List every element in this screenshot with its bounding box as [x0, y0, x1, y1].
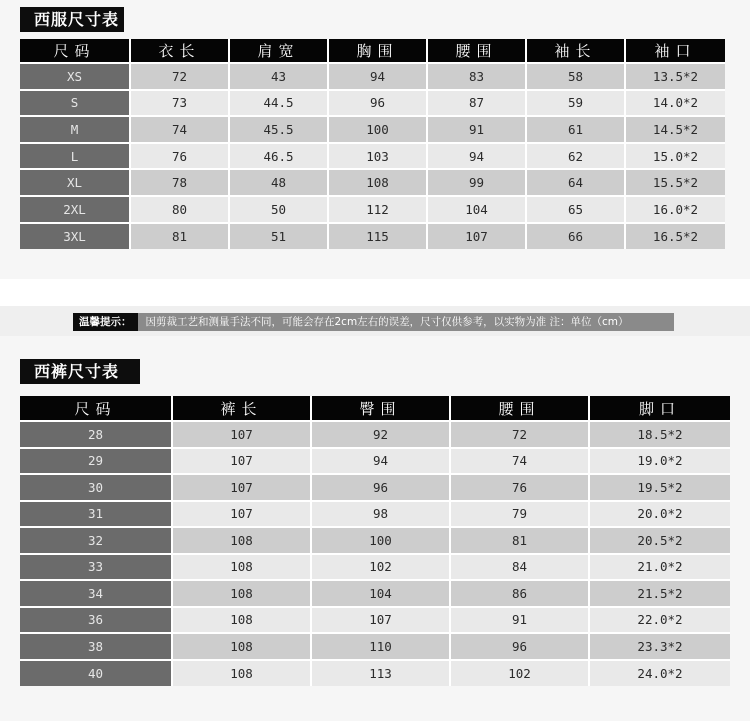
- measurement-cell: 65: [526, 196, 625, 223]
- column-header: 肩宽: [229, 39, 328, 63]
- measurement-cell: 19.5*2: [589, 474, 730, 501]
- measurement-cell: 83: [427, 63, 526, 90]
- suit-size-chart-title: 西服尺寸表: [20, 7, 124, 32]
- table-row: [20, 90, 725, 117]
- measurement-cell: 94: [427, 143, 526, 170]
- measurement-cell: 73: [130, 90, 229, 117]
- measurement-cell: 104: [311, 580, 450, 607]
- table-row: [20, 116, 725, 143]
- pants-size-chart-title: 西裤尺寸表: [20, 359, 140, 384]
- measurement-cell: 22.0*2: [589, 607, 730, 634]
- measurement-cell: 14.5*2: [625, 116, 725, 143]
- measurement-cell: 108: [172, 633, 311, 660]
- measurement-cell: 110: [311, 633, 450, 660]
- table-row: [20, 501, 730, 528]
- size-label-cell: 32: [20, 527, 172, 554]
- measurement-cell: 96: [450, 633, 589, 660]
- size-label-cell: 30: [20, 474, 172, 501]
- column-header: 袖口: [625, 39, 725, 63]
- measurement-cell: 91: [450, 607, 589, 634]
- table-row: [20, 63, 725, 90]
- size-label-cell: 38: [20, 633, 172, 660]
- measurement-cell: 100: [311, 527, 450, 554]
- measurement-cell: 20.5*2: [589, 527, 730, 554]
- column-header: 腰围: [450, 396, 589, 421]
- measurement-cell: 72: [450, 421, 589, 448]
- measurement-cell: 13.5*2: [625, 63, 725, 90]
- measurement-cell: 103: [328, 143, 427, 170]
- measurement-cell: 108: [172, 554, 311, 581]
- measurement-cell: 96: [328, 90, 427, 117]
- measurement-cell: 108: [172, 580, 311, 607]
- measurement-cell: 59: [526, 90, 625, 117]
- measurement-cell: 15.0*2: [625, 143, 725, 170]
- table-row: [20, 421, 730, 448]
- measurement-cell: 115: [328, 223, 427, 250]
- measurement-cell: 78: [130, 169, 229, 196]
- measurement-cell: 108: [328, 169, 427, 196]
- measurement-cell: 62: [526, 143, 625, 170]
- measurement-cell: 64: [526, 169, 625, 196]
- measurement-cell: 107: [311, 607, 450, 634]
- table-row: [20, 448, 730, 475]
- measurement-cell: 58: [526, 63, 625, 90]
- column-header: 尺码: [20, 396, 172, 421]
- measurement-cell: 15.5*2: [625, 169, 725, 196]
- notice-text: 因剪裁工艺和测量手法不同，可能会存在2cm左右的误差，尺寸仅供参考，以实物为准 注：单位（cm）: [138, 313, 674, 331]
- measurement-cell: 102: [450, 660, 589, 687]
- measurement-cell: 44.5: [229, 90, 328, 117]
- measurement-cell: 72: [130, 63, 229, 90]
- size-notice: [73, 313, 674, 331]
- measurement-cell: 81: [450, 527, 589, 554]
- table-row: [20, 196, 725, 223]
- measurement-cell: 61: [526, 116, 625, 143]
- column-header: 衣长: [130, 39, 229, 63]
- measurement-cell: 76: [450, 474, 589, 501]
- measurement-cell: 24.0*2: [589, 660, 730, 687]
- measurement-cell: 108: [172, 527, 311, 554]
- measurement-cell: 87: [427, 90, 526, 117]
- size-label-cell: 29: [20, 448, 172, 475]
- table-row: [20, 554, 730, 581]
- measurement-cell: 18.5*2: [589, 421, 730, 448]
- measurement-cell: 66: [526, 223, 625, 250]
- measurement-cell: 107: [172, 448, 311, 475]
- measurement-cell: 104: [427, 196, 526, 223]
- table-row: [20, 223, 725, 250]
- measurement-cell: 98: [311, 501, 450, 528]
- measurement-cell: 14.0*2: [625, 90, 725, 117]
- size-label-cell: XS: [20, 63, 130, 90]
- measurement-cell: 99: [427, 169, 526, 196]
- measurement-cell: 100: [328, 116, 427, 143]
- measurement-cell: 79: [450, 501, 589, 528]
- table-header-row: [20, 39, 725, 63]
- measurement-cell: 92: [311, 421, 450, 448]
- measurement-cell: 96: [311, 474, 450, 501]
- size-label-cell: 33: [20, 554, 172, 581]
- size-label-cell: 36: [20, 607, 172, 634]
- column-header: 臀围: [311, 396, 450, 421]
- measurement-cell: 107: [427, 223, 526, 250]
- measurement-cell: 102: [311, 554, 450, 581]
- size-label-cell: M: [20, 116, 130, 143]
- measurement-cell: 48: [229, 169, 328, 196]
- measurement-cell: 19.0*2: [589, 448, 730, 475]
- size-label-cell: 34: [20, 580, 172, 607]
- measurement-cell: 20.0*2: [589, 501, 730, 528]
- measurement-cell: 23.3*2: [589, 633, 730, 660]
- measurement-cell: 45.5: [229, 116, 328, 143]
- table-header-row: [20, 396, 730, 421]
- measurement-cell: 46.5: [229, 143, 328, 170]
- measurement-cell: 76: [130, 143, 229, 170]
- measurement-cell: 107: [172, 421, 311, 448]
- measurement-cell: 107: [172, 501, 311, 528]
- size-label-cell: 28: [20, 421, 172, 448]
- size-label-cell: L: [20, 143, 130, 170]
- measurement-cell: 108: [172, 660, 311, 687]
- table-row: [20, 633, 730, 660]
- measurement-cell: 43: [229, 63, 328, 90]
- column-header: 裤长: [172, 396, 311, 421]
- table-row: [20, 169, 725, 196]
- measurement-cell: 108: [172, 607, 311, 634]
- size-label-cell: 31: [20, 501, 172, 528]
- measurement-cell: 86: [450, 580, 589, 607]
- size-label-cell: XL: [20, 169, 130, 196]
- measurement-cell: 84: [450, 554, 589, 581]
- measurement-cell: 74: [130, 116, 229, 143]
- column-header: 尺码: [20, 39, 130, 63]
- table-row: [20, 143, 725, 170]
- table-row: [20, 580, 730, 607]
- column-header: 脚口: [589, 396, 730, 421]
- measurement-cell: 94: [311, 448, 450, 475]
- measurement-cell: 80: [130, 196, 229, 223]
- size-label-cell: 40: [20, 660, 172, 687]
- table-row: [20, 527, 730, 554]
- measurement-cell: 107: [172, 474, 311, 501]
- column-header: 胸围: [328, 39, 427, 63]
- measurement-cell: 16.5*2: [625, 223, 725, 250]
- measurement-cell: 51: [229, 223, 328, 250]
- measurement-cell: 112: [328, 196, 427, 223]
- size-label-cell: 3XL: [20, 223, 130, 250]
- table-row: [20, 660, 730, 687]
- column-header: 腰围: [427, 39, 526, 63]
- measurement-cell: 74: [450, 448, 589, 475]
- notice-label: 温馨提示：: [73, 313, 138, 331]
- measurement-cell: 50: [229, 196, 328, 223]
- measurement-cell: 81: [130, 223, 229, 250]
- measurement-cell: 21.5*2: [589, 580, 730, 607]
- size-label-cell: 2XL: [20, 196, 130, 223]
- size-label-cell: S: [20, 90, 130, 117]
- measurement-cell: 91: [427, 116, 526, 143]
- measurement-cell: 113: [311, 660, 450, 687]
- measurement-cell: 16.0*2: [625, 196, 725, 223]
- table-row: [20, 474, 730, 501]
- table-row: [20, 607, 730, 634]
- column-header: 袖长: [526, 39, 625, 63]
- suit-size-table: [20, 39, 725, 249]
- measurement-cell: 94: [328, 63, 427, 90]
- pants-size-table: [20, 396, 730, 686]
- measurement-cell: 21.0*2: [589, 554, 730, 581]
